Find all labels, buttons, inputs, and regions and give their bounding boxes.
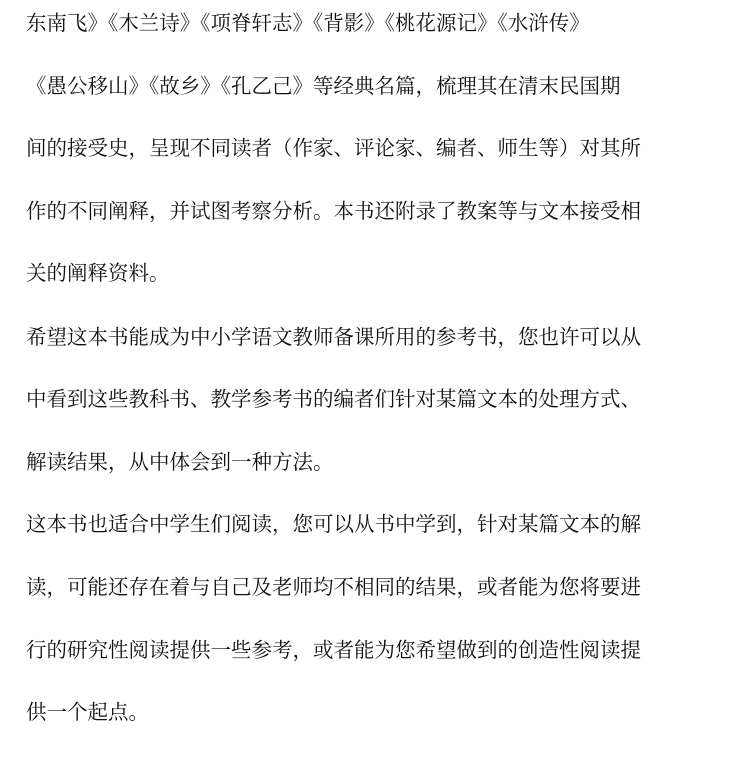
text-line: 供一个起点。 (26, 700, 149, 724)
text-line: 解读结果，从中体会到一种方法。 (26, 450, 334, 474)
text-line: 希望这本书能成为中小学语文教师备课所用的参考书，您也许可以从 (26, 325, 641, 349)
text-line: 东南飞》《木兰诗》《项脊轩志》《背影》《桃花源记》《水浒传》 (26, 11, 590, 35)
text-line: 关的阐释资料。 (26, 261, 170, 285)
text-line: 行的研究性阅读提供一些参考，或者能为您希望做到的创造性阅读提 (26, 638, 641, 662)
text-line: 间的接受史，呈现不同读者（作家、评论家、编者、师生等）对其所 (26, 136, 641, 160)
text-line: 读，可能还存在着与自己及老师均不相同的结果，或者能为您将要进 (26, 575, 641, 599)
text-line: 《愚公移山》《故乡》《孔乙己》等经典名篇，梳理其在清末民国期 (26, 74, 621, 98)
text-line: 作的不同阐释，并试图考察分析。本书还附录了教案等与文本接受相 (26, 199, 641, 223)
text-line: 这本书也适合中学生们阅读，您可以从书中学到，针对某篇文本的解 (26, 512, 641, 536)
text-line: 中看到这些教科书、教学参考书的编者们针对某篇文本的处理方式、 (26, 387, 641, 411)
